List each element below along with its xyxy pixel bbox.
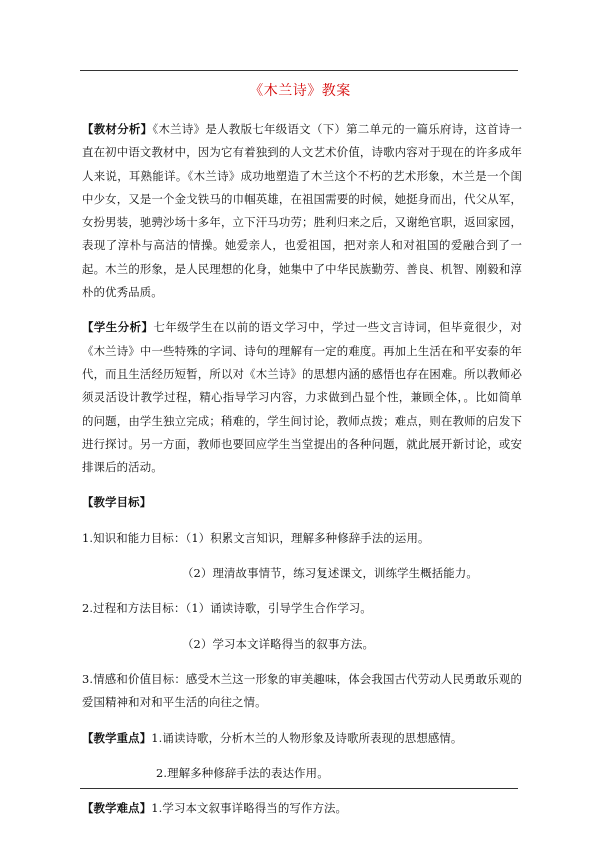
materials-heading: 【教材分析】 [82,122,153,136]
difficulty-line [82,797,522,820]
goal-knowledge-2: （2）理清故事情节，练习复述课文，训练学生概括能力。 [182,566,478,581]
students-text: 七年级学生在以前的语文学习中，学过一些文言诗词，但毕竟很少，对《木兰诗》中一些特殊的字词、诗句的理解有一定的难度。再加上生活在和平安泰的年代，而且生活经历短暂，所以对《木兰诗》的思想内涵的感悟也存在困难。所以教师必须灵活设计教学过程，精心指导学习内容，力求做到凸显个性，兼顾全体，。比如简单的问题，由学生独立完成；稍难的，学生间讨论，教师点拨；难点，则在教师的启发下进行探讨。另一方面，教师也要回应学生当堂提出的各种问题，就此展开新讨论，或安排课后的活动。 [82,320,523,475]
goal-process-2: （2）学习本文详略得当的叙事方法。 [182,636,375,651]
difficulty-1: 1.学习本文叙事详略得当的写作方法。 [151,801,348,816]
goals-heading: 【教学目标】 [82,495,152,510]
students-heading: 【学生分析】 [82,320,154,335]
goal-knowledge-1: 1.知识和能力目标：（1）积累文言知识，理解多种修辞手法的运用。 [82,530,430,545]
key-points-line-1 [82,727,522,750]
difficulty-heading: 【教学难点】 [82,801,152,816]
goal-emotion: 3.情感和价值目标：感受木兰这一形象的审美趣味，体会我国古代劳动人民勇敢乐观的爱国精神和对和平生活的向往之情。 [82,671,522,710]
materials-paragraph [82,118,522,304]
header-rule [80,70,518,71]
materials-text: 《木兰诗》是人教版七年级语文（下）第二单元的一篇乐府诗，这首诗一直在初中语文教材中，因为它有着独到的人文艺术价值，诗歌内容对于现在的许多成年人来说，耳熟能详。《木兰诗》成功地塑造了木兰这个不朽的艺术形象，木兰是一个闺中少女，又是一个金戈铁马的巾帼英雄，在祖国需要的时候，她挺身而出，代父从军，女扮男装，驰骋沙场十多年，立下汗马功劳；胜利归来之后，又谢绝官职，返回家园，表现了淳朴与高洁的情操。她爱亲人，也爱祖国，把对亲人和对祖国的爱融合到了一起。木兰的形象，是人民理想的化身，她集中了中华民族勤劳、善良、机智、刚毅和淳朴的优秀品质。 [82,122,522,300]
key-point-2: 2.理解多种修辞手法的表达作用。 [156,765,329,780]
document-body [82,118,522,830]
footer-rule [80,788,518,789]
key-points-heading: 【教学重点】 [82,730,152,745]
goal-process-1: 2.过程和方法目标：（1）诵读诗歌，引导学生合作学习。 [82,601,372,616]
key-point-1: 1.诵读诗歌，分析木兰的人物形象及诗歌所表现的思想感情。 [151,730,463,745]
page-title: 《木兰诗》教案 [249,83,351,99]
students-paragraph [82,316,522,479]
